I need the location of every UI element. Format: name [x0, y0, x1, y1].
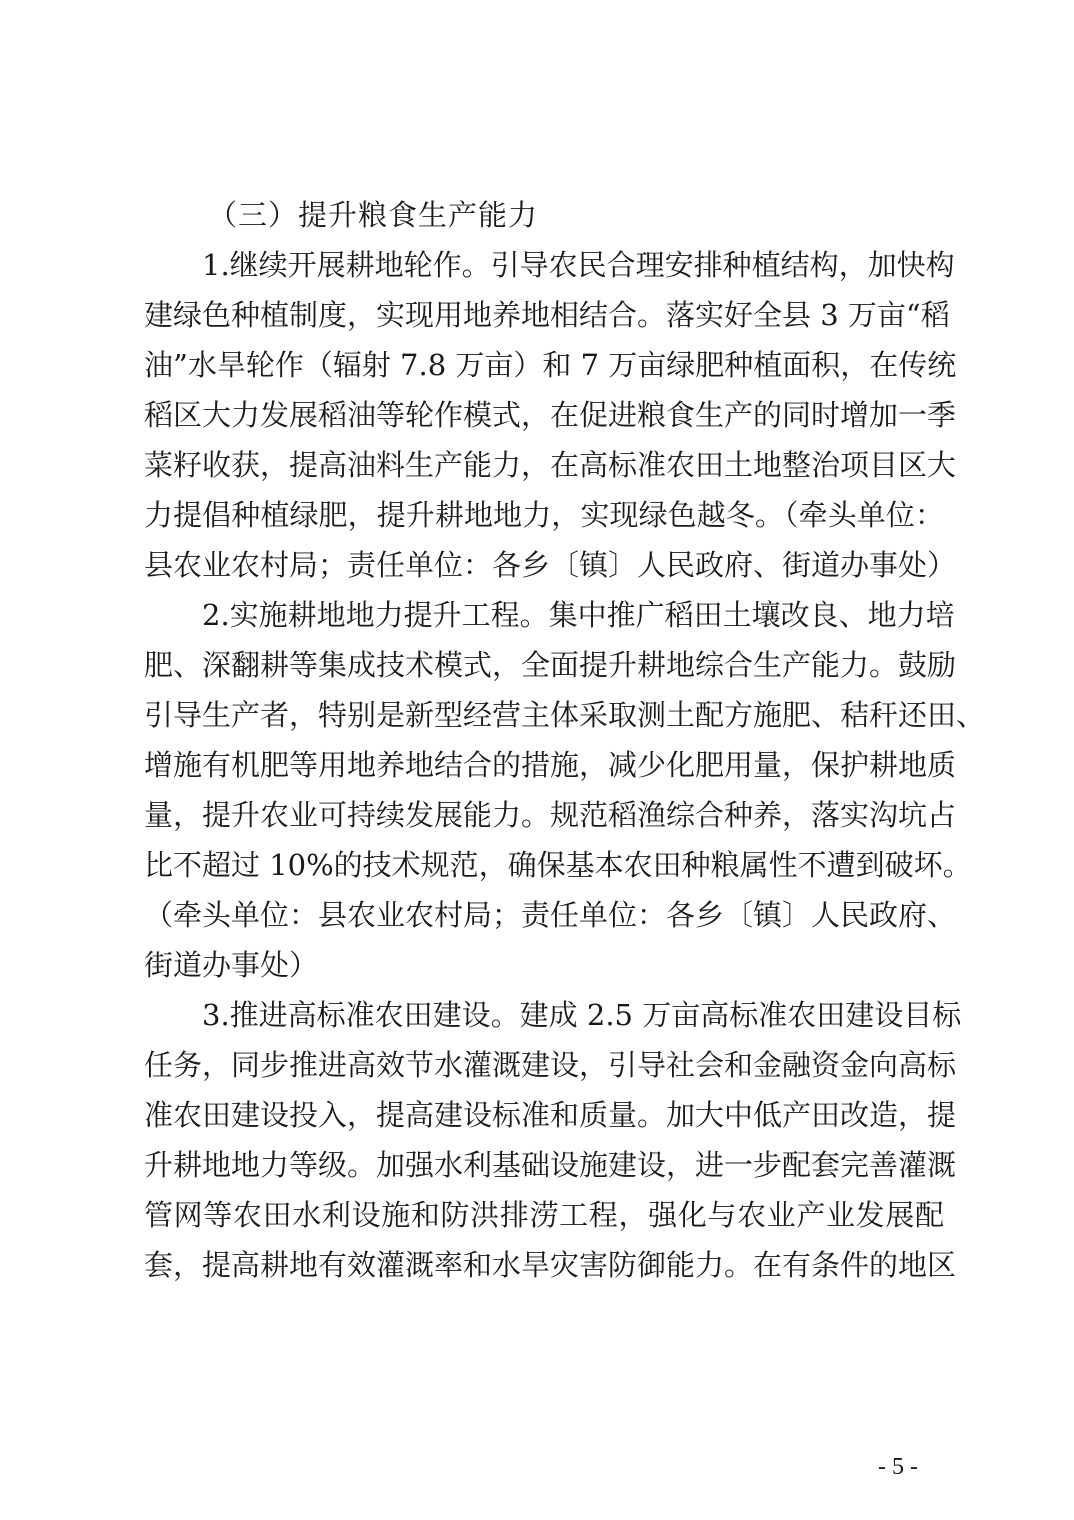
- paragraph-line: 县农业农村局；责任单位：各乡〔镇〕人民政府、街道办事处）: [144, 548, 957, 582]
- document-body: [144, 190, 986, 1290]
- paragraph-line: （牵头单位：县农业农村局；责任单位：各乡〔镇〕人民政府、: [144, 898, 957, 932]
- paragraph-line: 量，提升农业可持续发展能力。规范稻渔综合种养，落实沟坑占: [144, 798, 957, 832]
- paragraph-line: 肥、深翻耕等集成技术模式，全面提升耕地综合生产能力。鼓励: [144, 648, 957, 682]
- paragraph-line: 管网等农田水利设施和防洪排涝工程，强化与农业产业发展配: [144, 1198, 944, 1232]
- paragraph-line: 套，提高耕地有效灌溉率和水旱灾害防御能力。在有条件的地区: [144, 1248, 957, 1282]
- paragraph-line: 力提倡种植绿肥，提升耕地地力，实现绿色越冬。（牵头单位：: [144, 498, 944, 532]
- paragraph-line: 建绿色种植制度，实现用地养地相结合。落实好全县 3 万亩“稻: [144, 298, 950, 332]
- paragraph-line: 升耕地地力等级。加强水利基础设施建设，进一步配套完善灌溉: [144, 1148, 957, 1182]
- paragraph-soil-fertility: [144, 590, 986, 990]
- paragraph-line: 1.继续开展耕地轮作。引导农民合理安排种植结构，加快构: [202, 248, 955, 282]
- section-heading: （三）提升粮食生产能力: [208, 198, 539, 232]
- paragraph-line: 准农田建设投入，提高建设标准和质量。加大中低产田改造，提: [144, 1098, 957, 1132]
- paragraph-line: 2.实施耕地地力提升工程。集中推广稻田土壤改良、地力培: [202, 598, 955, 632]
- paragraph-line: 引导生产者，特别是新型经营主体采取测土配方施肥、秸秆还田、: [144, 698, 986, 732]
- paragraph-line: 任务，同步推进高效节水灌溉建设，引导社会和金融资金向高标: [144, 1048, 957, 1082]
- paragraph-line: 比不超过 10%的技术规范，确保基本农田种粮属性不遭到破坏。: [144, 848, 972, 882]
- paragraph-crop-rotation: [144, 240, 957, 590]
- paragraph-line: 增施有机肥等用地养地结合的措施，减少化肥用量，保护耕地质: [144, 748, 957, 782]
- paragraph-high-standard-farmland: [144, 990, 962, 1290]
- page-number: - 5 -: [878, 1454, 918, 1480]
- paragraph-line: 菜籽收获，提高油料生产能力，在高标准农田土地整治项目区大: [144, 448, 957, 482]
- paragraph-line: 稻区大力发展稻油等轮作模式，在促进粮食生产的同时增加一季: [144, 398, 957, 432]
- paragraph-line: 街道办事处）: [144, 948, 319, 982]
- paragraph-line: 3.推进高标准农田建设。建成 2.5 万亩高标准农田建设目标: [202, 998, 962, 1032]
- paragraph-line: 油”水旱轮作（辐射 7.8 万亩）和 7 万亩绿肥种植面积，在传统: [144, 348, 957, 382]
